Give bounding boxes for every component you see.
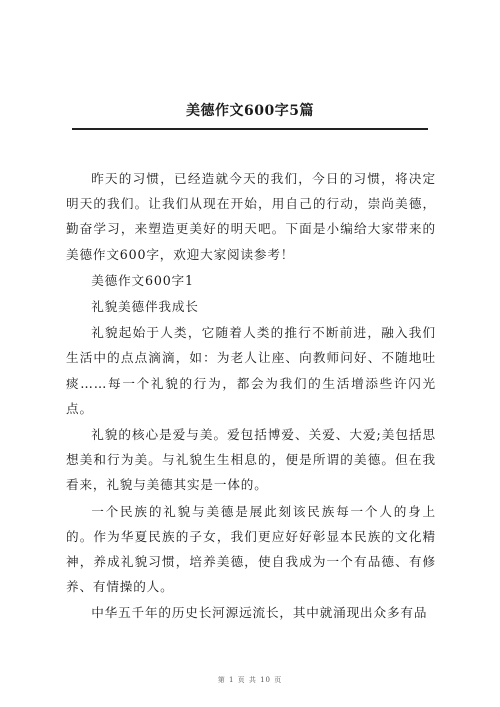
- paragraph: 礼貌的核心是爱与美。爱包括博爱、关爱、大爱;美包括思想美和行为美。与礼貌生生相息的，便是所谓的美德。但在我看来，礼貌与美德其实是一体的。: [66, 427, 436, 493]
- paragraph-intro: 昨天的习惯，已经造就今天的我们，今日的习惯，将决定明天的我们。让我们从现在开始，用自己的行动，崇尚美德，勤奋学习，来塑造更美好的明天吧。下面是小编给大家带来的美德作文600字，欢迎大家阅读参考！: [66, 171, 436, 262]
- paragraph: 一个民族的礼貌与美德是展此刻该民族每一个人的身上的。作为华夏民族的子女，我们更应好好彰显本民族的文化精神，养成礼貌习惯，培养美德，使自我成为一个有品德、有修养、有情操的人。: [66, 503, 436, 595]
- paragraph: 中华五千年的历史长河源远流长，其中就涌现出众多有品: [91, 605, 428, 621]
- document-body: [66, 166, 436, 626]
- essay-heading: 美德作文600字1: [91, 272, 194, 288]
- paragraph: 礼貌起始于人类，它随着人类的推行不断前进，融入我们生活中的点点滴滴，如：为老人让座、向教师问好、不随地吐痰……每一个礼貌的行为，都会为我们的生活增添些许闪光点。: [66, 325, 436, 416]
- essay-subtitle: 礼貌美德伴我成长: [91, 299, 199, 315]
- document-title: 美德作文600字5篇: [186, 103, 314, 119]
- page-number-footer: 第 1 页 共 10 页: [217, 676, 283, 684]
- title-divider: [72, 128, 428, 130]
